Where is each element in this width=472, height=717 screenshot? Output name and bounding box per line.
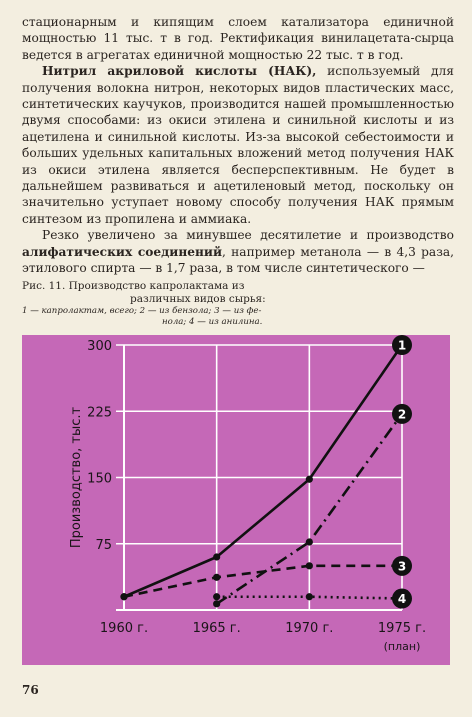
series-1-point bbox=[306, 476, 313, 483]
y-tick-label: 300 bbox=[87, 339, 112, 354]
y-tick-label: 225 bbox=[87, 405, 112, 421]
series-4-point bbox=[213, 593, 220, 600]
paragraph-1: стационарным и кипящим слоем катализатора единичной мощностью 11 тыс. т в год. Ректификация винилацетата-сырца ведется в агрегатах единичной мощностью 22 тыс. т в год. bbox=[22, 15, 454, 62]
x-tick-label: 1970 г. bbox=[285, 621, 334, 636]
term-nak: Нитрил акриловой кислоты (НАК), bbox=[42, 64, 317, 79]
caption-legend-1: 1 — капролактам, всего; 2 — из бензола; 3 — из фе- bbox=[22, 306, 262, 316]
caption-line-2: различных видов сырья: bbox=[130, 293, 266, 305]
caption-legend-2: нола; 4 — из анилина. bbox=[162, 317, 263, 327]
caption-line-1: Рис. 11. Производство капролактама из bbox=[22, 280, 245, 292]
series-marker-label: 1 bbox=[397, 338, 407, 353]
paragraph-3 bbox=[22, 227, 454, 276]
y-tick-label: 75 bbox=[95, 537, 112, 553]
page-number: 76 bbox=[22, 683, 39, 697]
series-3-line bbox=[124, 566, 402, 597]
series-marker-label: 3 bbox=[397, 559, 407, 574]
x-tick-sublabel: (план) bbox=[383, 640, 421, 653]
series-3-point bbox=[120, 593, 127, 600]
term-aliphatic: алифатических соединений bbox=[22, 244, 223, 259]
figure-caption bbox=[22, 280, 282, 328]
series-2-point bbox=[213, 600, 220, 607]
body-text bbox=[22, 14, 454, 277]
series-3-point bbox=[213, 574, 220, 581]
series-marker-label: 4 bbox=[397, 592, 407, 607]
paragraph-3-lead: Резко увеличено за минувшее десятилетие и производство bbox=[42, 228, 454, 243]
y-axis-label: Производство, тыс.т bbox=[69, 406, 84, 549]
caption-legend bbox=[22, 306, 282, 328]
x-tick-label: 1960 г. bbox=[99, 621, 149, 636]
y-tick-label: 150 bbox=[87, 471, 112, 487]
paragraph-3-text: , например метанола — в 4,3 раза, этилового спирта — в 1,7 раза, в том числе синтетического — bbox=[22, 244, 454, 276]
paragraph-2 bbox=[22, 63, 454, 227]
production-chart bbox=[22, 335, 450, 665]
paragraph-2-text: используемый для получения волокна нитрон, некоторых видов пластических масс, синтетических каучуков, производится нашей промышленностью двумя способами: из окиси этилена и синильной кислоты и из ацетилена и синильной кислоты. Из-за высокой себестоимости и больших удельных капитальных вложений метод получения НАК из окиси этилена является бесперспективным. Не будет в дальнейшем развиваться и ацетиленовый метод, поскольку он значительно уступает новому способу получения НАК прямым синтезом из пропилена и аммиака. bbox=[22, 64, 454, 226]
x-tick-label: 1975 г. bbox=[377, 621, 427, 636]
chart-panel bbox=[22, 335, 450, 665]
series-1-point bbox=[213, 553, 220, 560]
x-tick-label: 1965 г. bbox=[192, 621, 241, 636]
series-4-point bbox=[306, 593, 313, 600]
series-3-point bbox=[306, 562, 313, 569]
series-2-point bbox=[306, 538, 313, 545]
series-marker-label: 2 bbox=[397, 407, 407, 422]
